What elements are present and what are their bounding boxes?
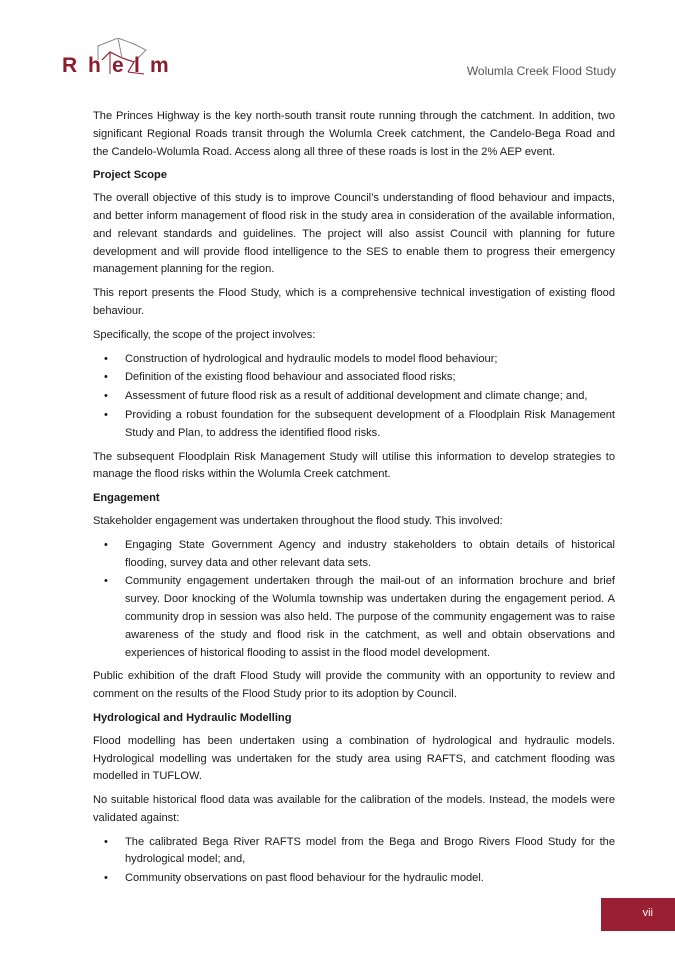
- scope-list: [93, 351, 615, 443]
- list-item-text: Community engagement undertaken through the mail-out of an information brochure and brief survey. Door knocking of the Wolumla township was undertaken during the engagement period. A community drop in session was also held. The purpose of the community engagement was to raise awareness of the study and flood risk in the catchment, as well and obtain observations and experiences of historical flooding to assist in the flood model development.: [125, 575, 615, 659]
- list-item: [93, 573, 615, 662]
- paragraph: The Princes Highway is the key north-south transit route running through the catchment. In addition, two significant Regional Roads transit through the Wolumla Creek catchment, the Candelo-Bega Road and the Candelo-Wolumla Road. Access along all three of these roads is lost in the 2% AEP event.: [93, 110, 615, 158]
- document-title: Wolumla Creek Flood Study: [466, 64, 616, 78]
- list-item-text: Engaging State Government Agency and industry stakeholders to obtain details of historical flooding, survey data and other relevant data sets.: [125, 538, 615, 569]
- paragraph: The overall objective of this study is to improve Council’s understanding of flood behaviour and impacts, and better inform management of flood risk in the study area in consideration of the available information, and relevant standards and guidelines. The project will also assist Council with planning for future development and will provide flood intelligence to the SES to enable them to progress their emergency management planning for the region.: [93, 192, 615, 276]
- bullet-icon: •: [104, 352, 108, 365]
- paragraph: Stakeholder engagement was undertaken throughout the flood study. This involved:: [93, 514, 503, 527]
- list-item: [93, 351, 615, 369]
- logo-letter: h: [88, 54, 101, 77]
- list-item-text: The calibrated Bega River RAFTS model from the Bega and Brogo Rivers Flood Study for the hydrological model; and,: [125, 835, 615, 866]
- page-number-badge: [601, 898, 675, 931]
- paragraph: The subsequent Floodplain Risk Management Study will utilise this information to develop strategies to manage the flood risks within the Wolumla Creek catchment.: [93, 450, 615, 481]
- list-item-text: Assessment of future flood risk as a result of additional development and climate change; and,: [125, 390, 588, 403]
- paragraph: This report presents the Flood Study, which is a comprehensive technical investigation of existing flood behaviour.: [93, 287, 615, 317]
- section-heading: Hydrological and Hydraulic Modelling: [93, 711, 292, 724]
- bullet-icon: •: [104, 575, 108, 588]
- section-heading: Engagement: [93, 492, 160, 505]
- bullet-icon: •: [104, 835, 108, 848]
- bullet-icon: •: [104, 872, 108, 885]
- bullet-icon: •: [104, 371, 108, 384]
- bullet-icon: •: [104, 538, 108, 551]
- list-item: [93, 369, 615, 387]
- list-item-text: Community observations on past flood behaviour for the hydraulic model.: [125, 872, 484, 885]
- list-item: [93, 537, 615, 573]
- logo-letter: R: [62, 54, 78, 77]
- list-item-text: Providing a robust foundation for the subsequent development of a Floodplain Risk Management Study and Plan, to address the identified flood risks.: [125, 408, 615, 439]
- paragraph: Public exhibition of the draft Flood Study will provide the community with an opportunity to review and comment on the results of the Flood Study prior to its adoption by Council.: [93, 670, 615, 701]
- list-item-text: Definition of the existing flood behaviour and associated flood risks;: [125, 371, 456, 384]
- bullet-icon: •: [104, 408, 108, 421]
- engagement-list: [93, 537, 615, 663]
- rhelm-logo: [62, 38, 182, 80]
- page-number: vii: [642, 907, 653, 919]
- logo-letter: e: [112, 54, 124, 77]
- paragraph: Flood modelling has been undertaken using a combination of hydrological and hydraulic models. Hydrological modelling was undertaken for the study area using RAFTS, and catchment flooding was modelled in TUFLOW.: [93, 734, 615, 783]
- page-content: [93, 108, 615, 894]
- paragraph: Specifically, the scope of the project involves:: [93, 328, 316, 341]
- list-item: [93, 407, 615, 443]
- section-heading: Project Scope: [93, 169, 167, 182]
- list-item-text: Construction of hydrological and hydraulic models to model flood behaviour;: [125, 352, 498, 365]
- logo-letter: m: [150, 54, 169, 77]
- bullet-icon: •: [104, 390, 108, 403]
- list-item: [93, 388, 615, 406]
- validation-list: [93, 834, 615, 888]
- list-item: [93, 834, 615, 870]
- logo-letter: l: [134, 54, 140, 77]
- paragraph: No suitable historical flood data was available for the calibration of the models. Instead, the models were validated against:: [93, 794, 615, 824]
- list-item: [93, 870, 615, 888]
